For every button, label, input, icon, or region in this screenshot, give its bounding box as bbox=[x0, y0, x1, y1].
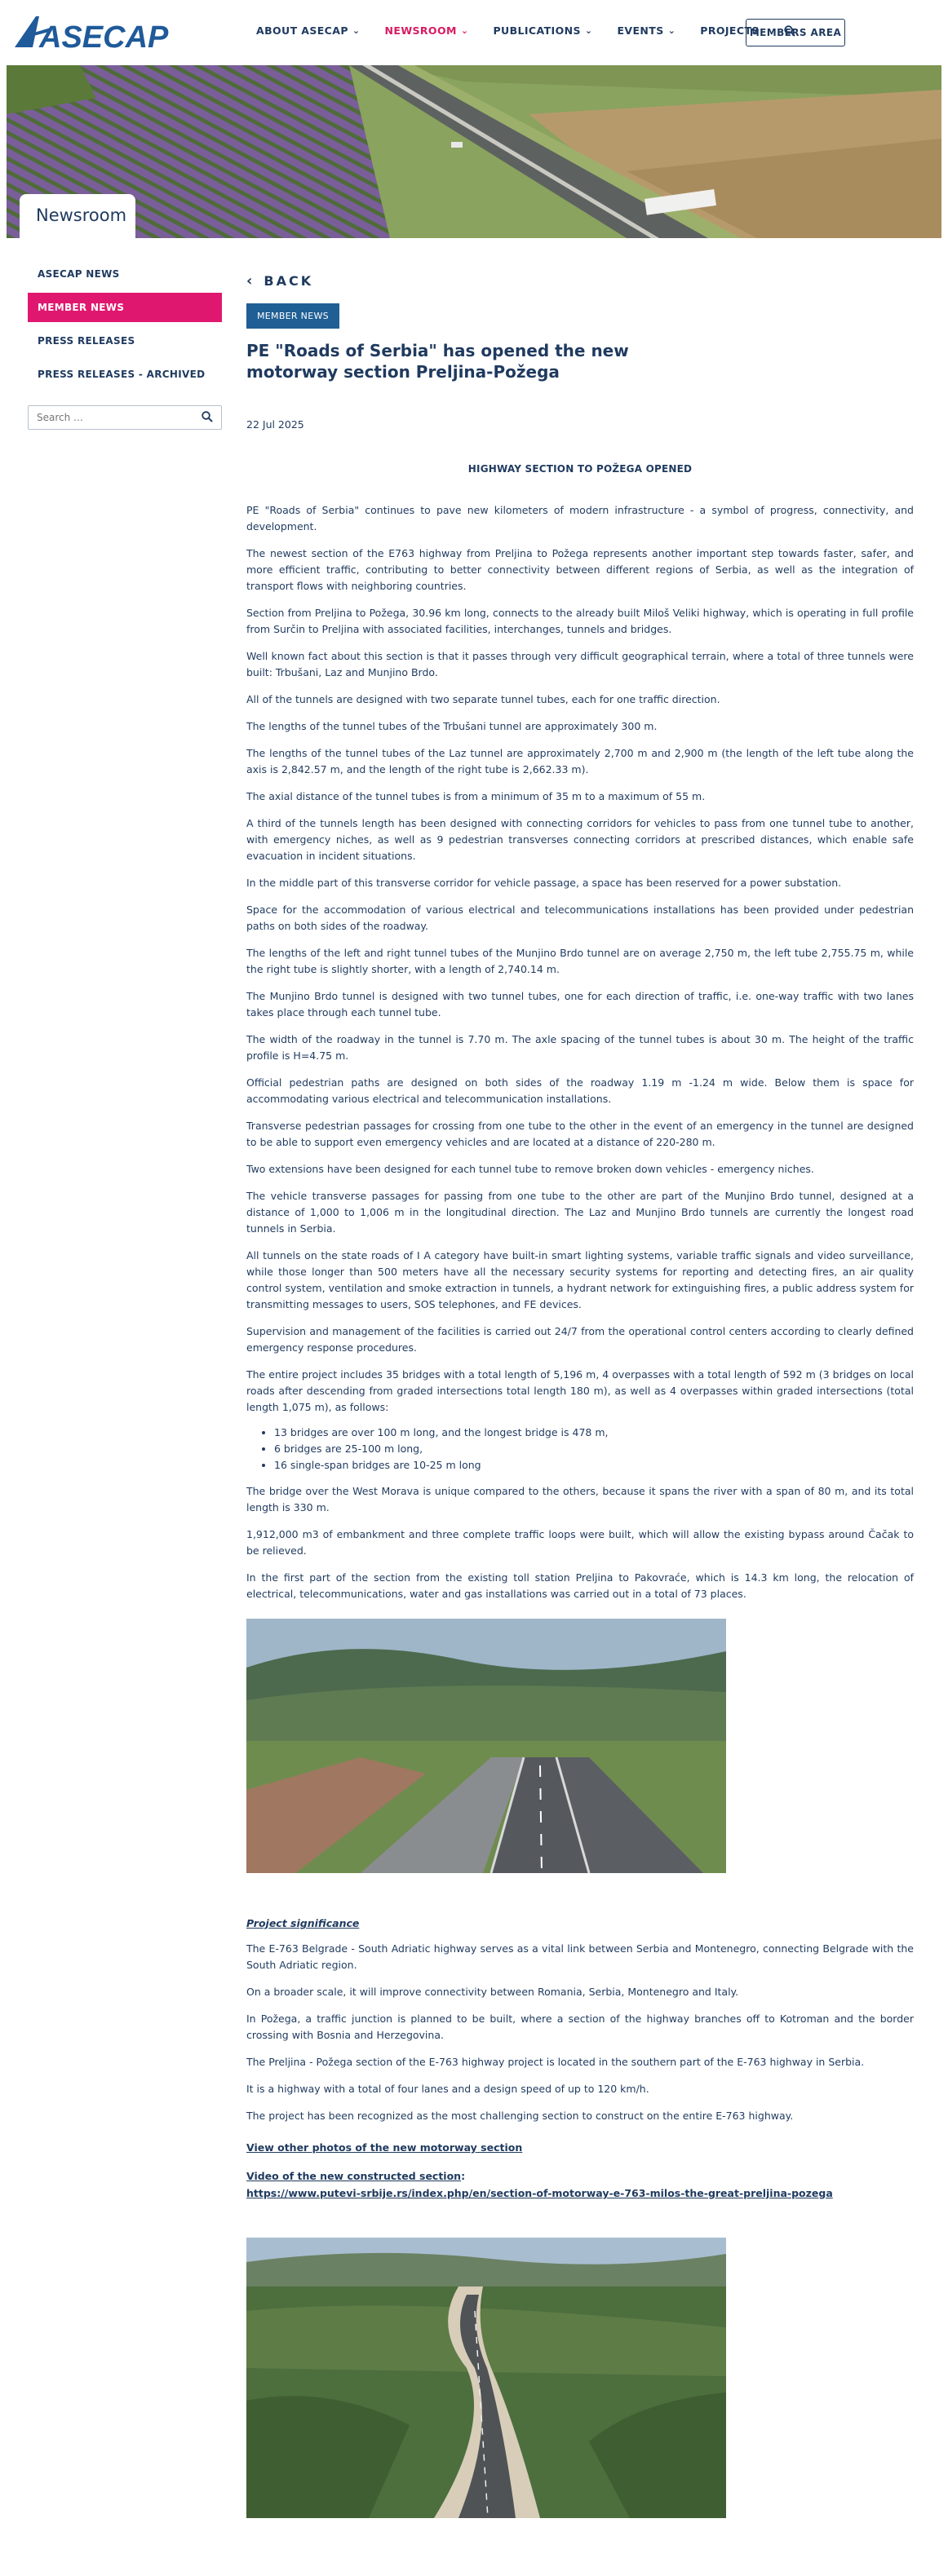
motorway-photo-1 bbox=[246, 1619, 726, 1873]
paragraph: The vehicle transverse passages for passing from one tube to the other are part of the Munjino Brdo tunnel, designed at a distance of 1,000 to 1,006 m in the longitudinal direction. The Laz and Munjino Brdo tunnels are currently the longest road tunnels in Serbia. bbox=[246, 1190, 914, 1235]
sidebar bbox=[28, 259, 222, 430]
chevron-down-icon: ⌄ bbox=[460, 25, 469, 36]
paragraph: All of the tunnels are designed with two separate tunnel tubes, each for one traffic direction. bbox=[246, 693, 720, 705]
paragraph: All tunnels on the state roads of I A category have built-in smart lighting systems, variable traffic signals and video surveillance, while those longer than 500 meters have all the necessary security systems for reporting and detecting fires, an air quality control system, ventilation and smoke extraction in tunnels, a hydrant network for extinguishing fires, a public address system for transmitting messages to users, SOS telephones, and FE devices. bbox=[246, 1249, 914, 1310]
paragraph: The bridge over the West Morava is unique compared to the others, because it spans the river with a span of 80 m, and its total length is 330 m. bbox=[246, 1485, 914, 1513]
newsroom-tab: Newsroom bbox=[20, 194, 135, 240]
article-subheading: HIGHWAY SECTION TO POŽEGA OPENED bbox=[467, 463, 693, 475]
paragraph: Supervision and management of the facilities is carried out 24/7 from the operational control centers according to clearly defined emergency response procedures. bbox=[246, 1325, 914, 1354]
paragraph: The project has been recognized as the most challenging section to construct on the entire E-763 highway. bbox=[246, 2110, 794, 2122]
paragraph: Two extensions have been designed for each tunnel tube to remove broken down vehicles - emergency niches. bbox=[246, 1163, 814, 1175]
members-area-button[interactable]: MEMBERS AREA bbox=[746, 19, 845, 46]
sidebar-item-press-releases[interactable]: PRESS RELEASES bbox=[38, 335, 135, 347]
video-url-link[interactable]: https://www.putevi-srbije.rs/index.php/en/section-of-motorway-e-763-milos-the-great-preljina-pozega bbox=[246, 2187, 833, 2199]
nav-projects-label: PROJECTS bbox=[700, 24, 760, 37]
significance-heading: Project significance bbox=[246, 1917, 360, 1929]
main-nav bbox=[256, 24, 817, 37]
other-photos-link[interactable]: View other photos of the new motorway section bbox=[246, 2141, 523, 2154]
significance-body bbox=[246, 1941, 914, 2124]
chevron-down-icon: ⌄ bbox=[584, 25, 593, 36]
article-date: 22 Jul 2025 bbox=[246, 418, 304, 431]
nav-newsroom-label: NEWSROOM bbox=[384, 24, 457, 37]
paragraph: The width of the roadway in the tunnel is 7.70 m. The axle spacing of the tunnel tubes is about 30 m. The height of the traffic profile is H=4.75 m. bbox=[246, 1033, 914, 1062]
paragraph: In Požega, a traffic junction is planned to be built, where a section of the highway branches off to Kotroman and the border crossing with Bosnia and Herzegovina. bbox=[246, 2013, 914, 2041]
paragraph: Section from Preljina to Požega, 30.96 km long, connects to the already built Miloš Veliki highway, which is operating in full profile from Surčin to Preljina with associated facilities, interchanges, tunnels and bridges. bbox=[246, 607, 914, 635]
sidebar-search bbox=[28, 405, 222, 430]
nav-publications-label: PUBLICATIONS bbox=[493, 24, 581, 37]
paragraph: Transverse pedestrian passages for crossing from one tube to the other in the event of an emergency in the tunnel are designed to be able to support even emergency vehicles and are located at a distance of 220-280 m. bbox=[246, 1120, 914, 1148]
sidebar-item-asecap-news[interactable]: ASECAP NEWS bbox=[38, 268, 120, 280]
back-label: BACK bbox=[264, 272, 314, 289]
paragraph: It is a highway with a total of four lanes and a design speed of up to 120 km/h. bbox=[246, 2083, 649, 2095]
search-icon[interactable] bbox=[202, 410, 213, 426]
paragraph: The lengths of the tunnel tubes of the Trbušani tunnel are approximately 300 m. bbox=[246, 720, 658, 732]
paragraph: The Preljina - Požega section of the E-763 highway project is located in the southern part of the E-763 highway in Serbia. bbox=[246, 2056, 865, 2068]
nav-about-label: ABOUT ASECAP bbox=[256, 24, 348, 37]
list-item: • 6 bridges are 25-100 m long, bbox=[274, 1441, 914, 1457]
list-item: • 16 single-span bridges are 10-25 m long bbox=[274, 1457, 914, 1474]
nav-events[interactable] bbox=[617, 24, 676, 37]
paragraph: A third of the tunnels length has been designed with connecting corridors for vehicles to pass from one tunnel tube to another, with emergency niches, as well as 9 pedestrian transverses connecting corridors at prescribed distances, which enable safe evacuation in incident situations. bbox=[246, 817, 914, 862]
paragraph: The E-763 Belgrade - South Adriatic highway serves as a vital link between Serbia and Montenegro, connecting Belgrade with the South Adriatic region. bbox=[246, 1942, 914, 1971]
nav-events-label: EVENTS bbox=[617, 24, 664, 37]
article-title: PE "Roads of Serbia" has opened the new motorway section Preljina-Požega bbox=[246, 341, 629, 382]
nav-newsroom[interactable] bbox=[385, 24, 469, 37]
nav-publications[interactable] bbox=[493, 24, 592, 37]
paragraph: The axial distance of the tunnel tubes is from a minimum of 35 m to a maximum of 55 m. bbox=[246, 790, 706, 802]
paragraph: The lengths of the left and right tunnel tubes of the Munjino Brdo tunnel are on average 2,750 m, the left tube 2,755.75 m, while the right tube is slightly shorter, with a length of 2,740.14 m. bbox=[246, 947, 914, 975]
paragraph: The Munjino Brdo tunnel is designed with two tunnel tubes, one for each direction of traffic, i.e. one-way traffic with two lanes takes place through each tunnel tube. bbox=[246, 990, 914, 1018]
article bbox=[246, 269, 914, 2518]
paragraph: In the first part of the section from the existing toll station Preljina to Pakovraće, which is 14.3 km long, the relocation of electrical, telecommunications, water and gas installations was carried out in a total of 73 places. bbox=[246, 1571, 914, 1600]
paragraph: PE "Roads of Serbia" continues to pave new kilometers of modern infrastructure - a symbol of progress, connectivity, and development. bbox=[246, 504, 914, 532]
paragraph: Space for the accommodation of various electrical and telecommunications installations has been provided under pedestrian paths on both sides of the roadway. bbox=[246, 904, 914, 932]
paragraph: Well known fact about this section is that it passes through very difficult geographical terrain, where a total of three tunnels were built: Trbušani, Laz and Munjino Brdo. bbox=[246, 650, 914, 678]
list-item: • 13 bridges are over 100 m long, and the longest bridge is 478 m, bbox=[274, 1425, 914, 1441]
back-link[interactable] bbox=[246, 269, 914, 292]
chevron-down-icon: ⌄ bbox=[352, 25, 361, 36]
chevron-left-icon: ‹ bbox=[246, 272, 253, 289]
sidebar-item-press-releases-archived[interactable]: PRESS RELEASES - ARCHIVED bbox=[38, 369, 206, 380]
bridge-list bbox=[274, 1425, 914, 1474]
video-label-link[interactable]: Video of the new constructed section bbox=[246, 2170, 462, 2182]
motorway-photo-2 bbox=[246, 2238, 726, 2518]
chevron-down-icon: ⌄ bbox=[667, 25, 676, 36]
paragraph: The lengths of the tunnel tubes of the Laz tunnel are approximately 2,700 m and 2,900 m (the length of the left tube along the axis is 2,842.57 m, and the length of the right tube is 2,662.33 m). bbox=[246, 747, 914, 775]
category-badge[interactable]: MEMBER NEWS bbox=[246, 303, 339, 329]
paragraph: The entire project includes 35 bridges with a total length of 5,196 m, 4 overpasses with a total length of 592 m (3 bridges on local roads after descending from graded intersections total length 180 m), as well as 4 overpasses within graded intersections (total length 1,075 m), as follows: bbox=[246, 1368, 914, 1413]
asecap-logo[interactable] bbox=[11, 11, 169, 55]
paragraph: Official pedestrian paths are designed on both sides of the roadway 1.19 m -1.24 m wide. Below them is space for accommodating various electrical and telecommunication installations. bbox=[246, 1076, 914, 1105]
video-label-colon: : bbox=[461, 2170, 466, 2182]
search-input[interactable] bbox=[37, 412, 184, 423]
article-body bbox=[246, 502, 914, 1602]
paragraph: The newest section of the E763 highway from Preljina to Požega represents another important step towards faster, safer, and more efficient traffic, contributing to better connectivity between different regions of Serbia, as well as the integration of transport flows with neighboring countries. bbox=[246, 547, 914, 592]
paragraph: On a broader scale, it will improve connectivity between Romania, Serbia, Montenegro and Italy. bbox=[246, 1986, 739, 1998]
sidebar-item-member-news[interactable]: MEMBER NEWS bbox=[28, 293, 222, 322]
logo-text: ASECAP bbox=[39, 20, 169, 55]
paragraph: 1,912,000 m3 of embankment and three complete traffic loops were built, which will allow the existing bypass around Čačak to be relieved. bbox=[246, 1528, 914, 1557]
hero-image bbox=[7, 65, 941, 238]
site-header bbox=[0, 0, 948, 65]
paragraph: In the middle part of this transverse corridor for vehicle passage, a space has been reserved for a power substation. bbox=[246, 877, 842, 889]
nav-about[interactable] bbox=[256, 24, 361, 37]
